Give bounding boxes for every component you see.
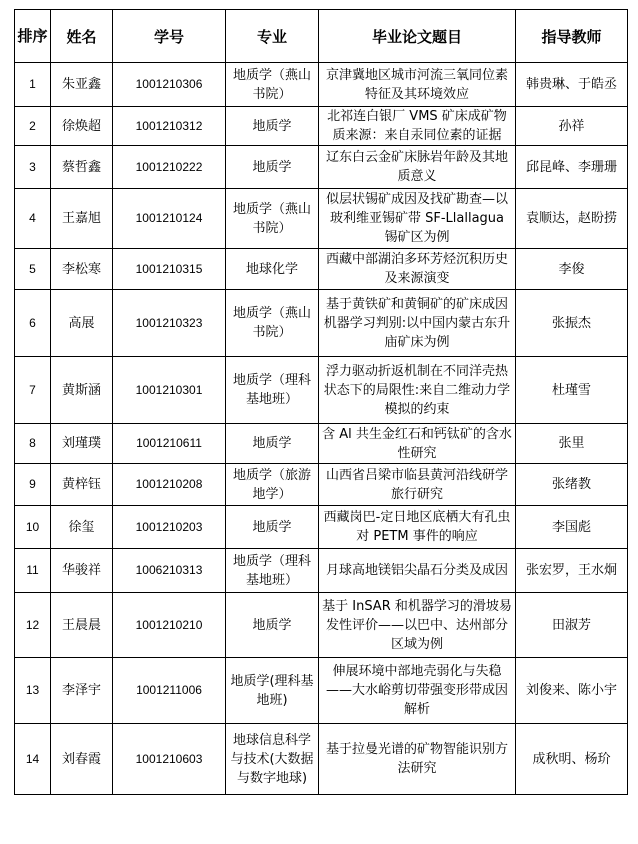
cell-advisor: 张振杰 [516,290,628,357]
cell-student-id: 1001210603 [113,724,226,795]
cell-thesis-title: 北祁连白银厂 VMS 矿床成矿物质来源：来自汞同位素的证据 [319,107,516,146]
cell-advisor: 袁顺达，赵盼捞 [516,189,628,249]
table-row [15,107,628,146]
cell-seq: 13 [15,658,51,724]
cell-student-id: 1001210124 [113,189,226,249]
cell-student-id: 1006210313 [113,549,226,593]
header-advisor: 指导教师 [516,10,628,63]
cell-name: 刘瑾璞 [51,424,113,464]
cell-student-id: 1001210222 [113,146,226,189]
table-row [15,424,628,464]
cell-advisor: 刘俊来、陈小宇 [516,658,628,724]
cell-student-id: 1001210203 [113,506,226,549]
cell-name: 李泽宇 [51,658,113,724]
cell-thesis-title: 月球高地镁铝尖晶石分类及成因 [319,549,516,593]
table-row [15,63,628,107]
header-name: 姓名 [51,10,113,63]
cell-major: 地质学（燕山书院） [226,63,319,107]
table-row [15,464,628,506]
cell-student-id: 1001210306 [113,63,226,107]
table-row [15,658,628,724]
cell-thesis-title: 伸展环境中部地壳弱化与失稳——大水峪剪切带强变形带成因解析 [319,658,516,724]
cell-major: 地质学 [226,146,319,189]
cell-name: 蔡哲鑫 [51,146,113,189]
table-row [15,549,628,593]
cell-major: 地质学 [226,107,319,146]
cell-student-id: 1001211006 [113,658,226,724]
cell-thesis-title: 西藏中部湖泊多环芳烃沉积历史及来源演变 [319,249,516,290]
cell-advisor: 李俊 [516,249,628,290]
cell-name: 徐玺 [51,506,113,549]
cell-seq: 9 [15,464,51,506]
cell-seq: 2 [15,107,51,146]
cell-advisor: 杜瑾雪 [516,357,628,424]
cell-seq: 5 [15,249,51,290]
table-row [15,357,628,424]
cell-major: 地质学 [226,593,319,658]
cell-student-id: 1001210315 [113,249,226,290]
table-row [15,506,628,549]
cell-thesis-title: 基于拉曼光谱的矿物智能识别方法研究 [319,724,516,795]
cell-student-id: 1001210208 [113,464,226,506]
header-major: 专业 [226,10,319,63]
cell-student-id: 1001210301 [113,357,226,424]
cell-name: 刘春霞 [51,724,113,795]
cell-seq: 4 [15,189,51,249]
table-body [15,63,628,795]
cell-advisor: 张宏罗，王水炯 [516,549,628,593]
cell-advisor: 韩贵琳、于皓丞 [516,63,628,107]
cell-name: 王嘉旭 [51,189,113,249]
header-student-id: 学号 [113,10,226,63]
cell-advisor: 张绪教 [516,464,628,506]
cell-thesis-title: 辽东白云金矿床脉岩年龄及其地质意义 [319,146,516,189]
cell-seq: 3 [15,146,51,189]
cell-student-id: 1001210611 [113,424,226,464]
cell-major: 地质学 [226,424,319,464]
cell-advisor: 成秋明、杨玠 [516,724,628,795]
cell-student-id: 1001210312 [113,107,226,146]
cell-student-id: 1001210323 [113,290,226,357]
cell-name: 朱亚鑫 [51,63,113,107]
cell-seq: 1 [15,63,51,107]
cell-major: 地质学(理科基地班) [226,658,319,724]
cell-major: 地球化学 [226,249,319,290]
table-header-row [15,10,628,63]
table-row [15,146,628,189]
cell-major: 地质学（旅游地学） [226,464,319,506]
cell-major: 地球信息科学与技术(大数据与数字地球) [226,724,319,795]
cell-major: 地质学（理科基地班） [226,549,319,593]
cell-thesis-title: 浮力驱动折返机制在不同洋壳热状态下的局限性:来自二维动力学模拟的约束 [319,357,516,424]
cell-advisor: 田淑芳 [516,593,628,658]
table-row [15,189,628,249]
cell-seq: 7 [15,357,51,424]
cell-major: 地质学（燕山书院） [226,189,319,249]
table-row [15,724,628,795]
cell-name: 李松寒 [51,249,113,290]
cell-name: 黄梓钰 [51,464,113,506]
table-row [15,290,628,357]
cell-name: 徐焕超 [51,107,113,146]
cell-major: 地质学（燕山书院） [226,290,319,357]
cell-seq: 14 [15,724,51,795]
cell-advisor: 张里 [516,424,628,464]
cell-major: 地质学（理科基地班） [226,357,319,424]
cell-thesis-title: 似层状锡矿成因及找矿勘查—以玻利维亚锡矿带 SF-Llallagua 锡矿区为例 [319,189,516,249]
cell-name: 王晨晨 [51,593,113,658]
cell-thesis-title: 含 Al 共生金红石和钙钛矿的含水性研究 [319,424,516,464]
cell-name: 华骏祥 [51,549,113,593]
cell-seq: 11 [15,549,51,593]
cell-student-id: 1001210210 [113,593,226,658]
cell-thesis-title: 西藏岗巴-定日地区底栖大有孔虫对 PETM 事件的响应 [319,506,516,549]
cell-advisor: 孙祥 [516,107,628,146]
cell-thesis-title: 山西省吕梁市临县黄河沿线研学旅行研究 [319,464,516,506]
thesis-roster-table [14,9,628,795]
cell-seq: 10 [15,506,51,549]
cell-thesis-title: 基于 InSAR 和机器学习的滑坡易发性评价——以巴中、达州部分区域为例 [319,593,516,658]
cell-name: 高展 [51,290,113,357]
cell-thesis-title: 京津冀地区城市河流三氧同位素特征及其环境效应 [319,63,516,107]
cell-major: 地质学 [226,506,319,549]
cell-advisor: 邱昆峰、李珊珊 [516,146,628,189]
cell-seq: 12 [15,593,51,658]
table-row [15,593,628,658]
cell-thesis-title: 基于黄铁矿和黄铜矿的矿床成因机器学习判别:以中国内蒙古东升庙矿床为例 [319,290,516,357]
cell-name: 黄斯涵 [51,357,113,424]
cell-advisor: 李国彪 [516,506,628,549]
header-thesis-title: 毕业论文题目 [319,10,516,63]
header-seq: 排序 [15,10,51,63]
table-row [15,249,628,290]
cell-seq: 6 [15,290,51,357]
cell-seq: 8 [15,424,51,464]
